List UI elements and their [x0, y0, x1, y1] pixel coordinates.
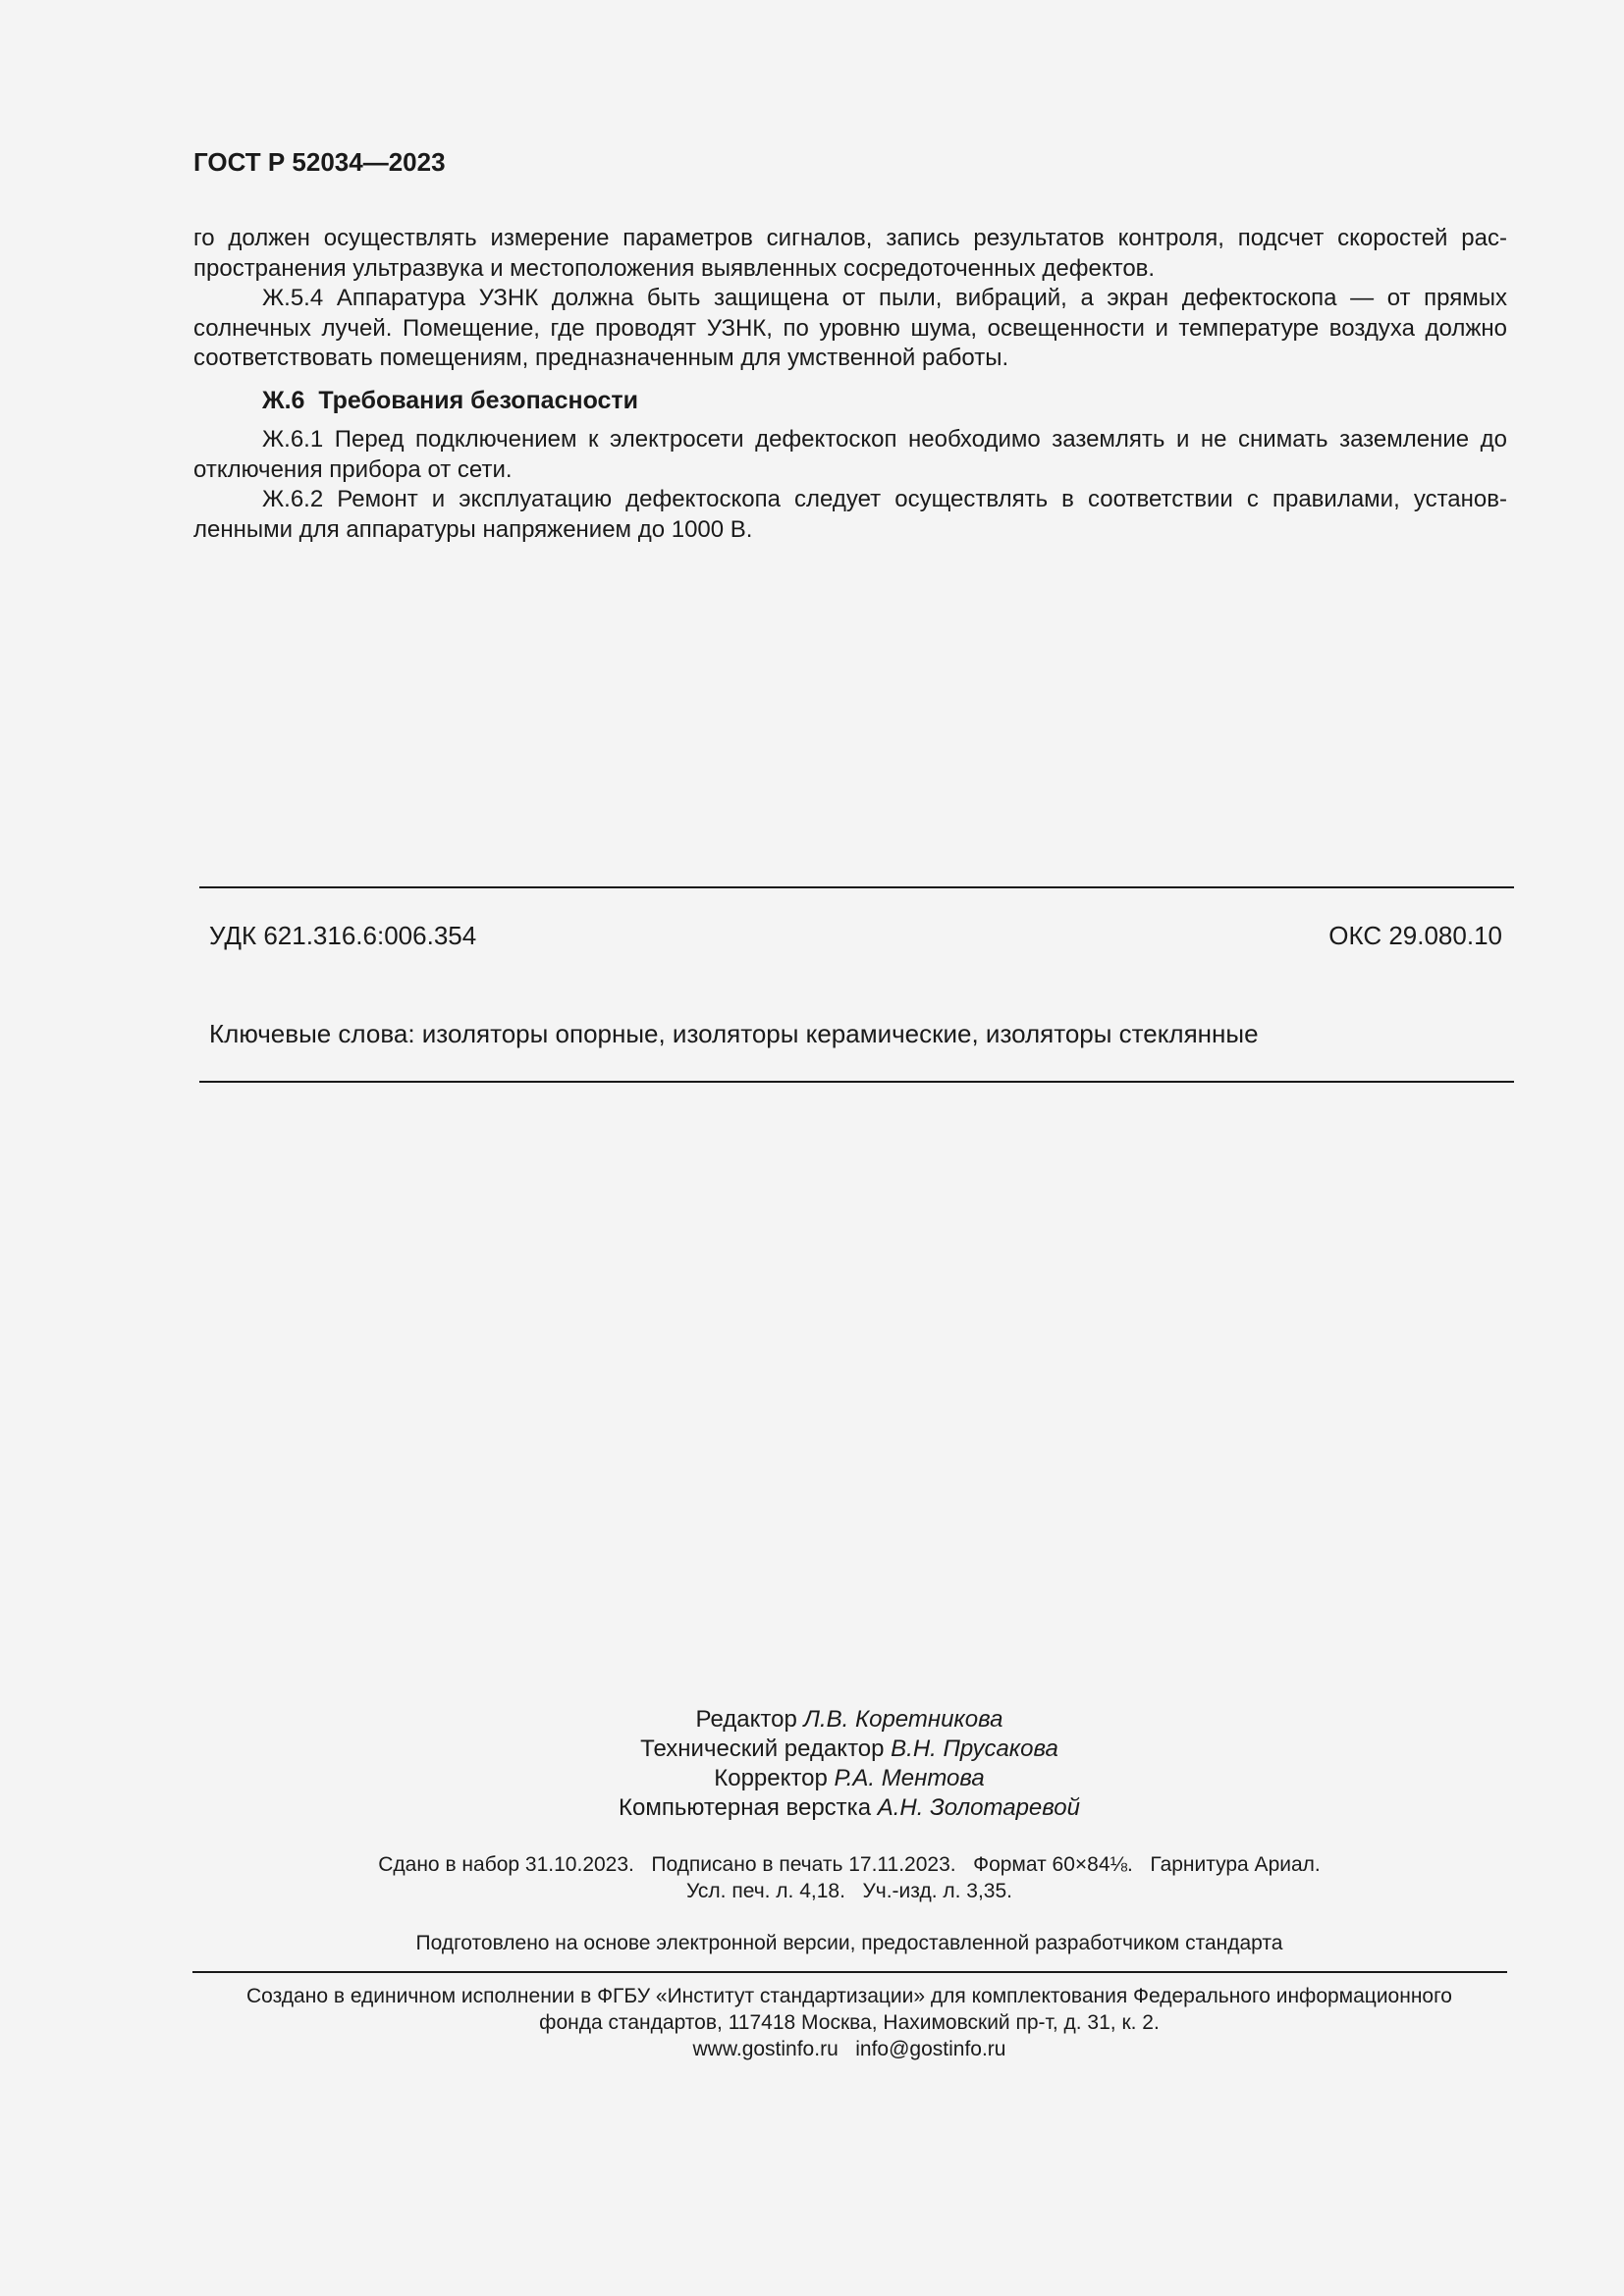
credit-role: Редактор: [695, 1706, 797, 1733]
credit-role: Корректор: [714, 1765, 828, 1791]
prepared-note: Подготовлено на основе электронной версии, предоставленной разработчиком стандарта: [415, 1932, 1283, 1954]
imprint-line: Усл. печ. л. 4,18. Уч.-изд. л. 3,35.: [685, 1880, 1012, 1902]
divider: [199, 886, 1514, 888]
udk-code: УДК 621.316.6:006.354: [209, 921, 477, 950]
credit-line: [0, 1735, 1624, 1764]
document-header: ГОСТ Р 52034—2023: [193, 147, 446, 177]
text-line: пространения ультразвука и местоположения выявленных сосредоточенных дефектов.: [193, 254, 1156, 282]
divider: [199, 1081, 1514, 1083]
text-line: Ж.6.2 Ремонт и эксплуатацию дефектоскопа следует осуществлять в соответствии с правилами, установ-: [262, 486, 1507, 512]
text-line: ленными для аппаратуры напряжением до 1000 В.: [193, 515, 753, 543]
imprint-line: Сдано в набор 31.10.2023. Подписано в печать 17.11.2023. Формат 60×84⅛. Гарнитура Ариал.: [378, 1853, 1321, 1876]
oks-code: ОКС 29.080.10: [1328, 921, 1502, 950]
text-line: солнечных лучей. Помещение, где проводят УЗНК, по уровню шума, освещенности и температуре воздуха должно: [193, 314, 1507, 342]
divider: [192, 1971, 1507, 1973]
created-note: Создано в единичном исполнении в ФГБУ «Институт стандартизации» для комплектования Федерального информационного: [246, 1985, 1452, 2007]
credit-name: Р.А. Ментова: [834, 1765, 985, 1791]
credit-name: В.Н. Прусакова: [891, 1735, 1058, 1762]
credits: [0, 1705, 1624, 1823]
text-line: Ж.5.4 Аппаратура УЗНК должна быть защищена от пыли, вибраций, а экран дефектоскопа — от прямых: [262, 285, 1507, 311]
text-line: соответствовать помещениям, предназначенным для умственной работы.: [193, 345, 1009, 371]
credit-name: Л.В. Коретникова: [803, 1706, 1003, 1733]
created-note: фонда стандартов, 117418 Москва, Нахимовский пр-т, д. 31, к. 2.: [539, 2011, 1160, 2034]
credit-line: [0, 1764, 1624, 1793]
text-line: Ж.6.1 Перед подключением к электросети дефектоскоп необходимо заземлять и не снимать заземление до: [262, 426, 1507, 453]
credit-line: [0, 1705, 1624, 1735]
contact-links: www.gostinfo.ru info@gostinfo.ru: [692, 2038, 1006, 2060]
credit-name: А.Н. Золотаревой: [877, 1794, 1080, 1821]
keywords: Ключевые слова: изоляторы опорные, изоляторы керамические, изоляторы стеклянные: [209, 1019, 1259, 1048]
body-text: [193, 224, 1507, 545]
credit-role: Технический редактор: [640, 1735, 885, 1762]
section-heading: Ж.6 Требования безопасности: [262, 386, 639, 414]
text-line: го должен осуществлять измерение параметров сигналов, запись результатов контроля, подсчет скоростей рас-: [193, 225, 1507, 251]
credit-line: [0, 1793, 1624, 1823]
credit-role: Компьютерная верстка: [619, 1794, 872, 1821]
text-line: отключения прибора от сети.: [193, 455, 513, 483]
